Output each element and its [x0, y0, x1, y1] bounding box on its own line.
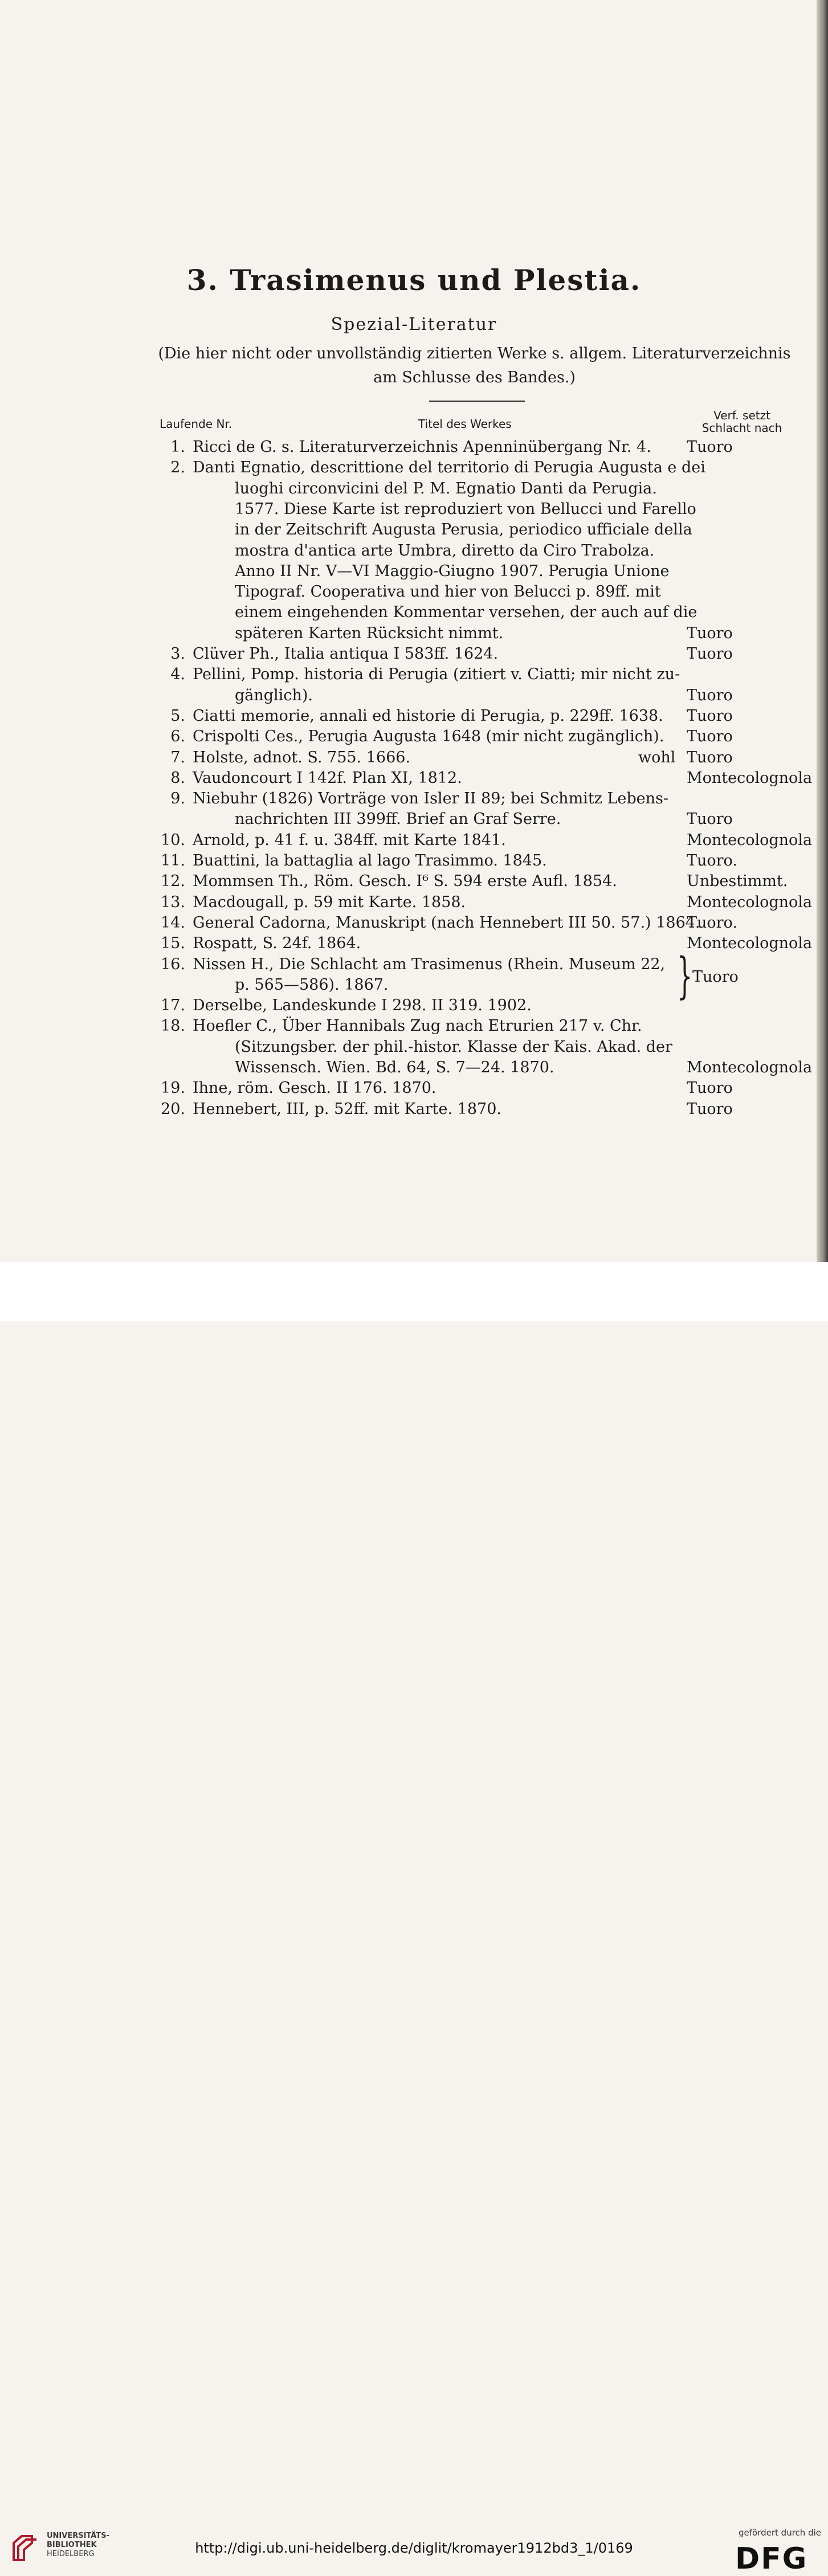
entry-number: 7. — [170, 749, 185, 766]
entry-battle-place: Tuoro — [687, 438, 733, 456]
entry-text-line: Ihne, röm. Gesch. II 176. 1870. — [193, 1079, 437, 1097]
entry-text-line: Derselbe, Landeskunde I 298. II 319. 1902. — [193, 997, 532, 1014]
entry-number: 12. — [161, 872, 185, 890]
entry-text-line: nachrichten III 399ff. Brief an Graf Serre. — [235, 810, 561, 828]
entry-number: 3. — [170, 645, 185, 663]
entry-text-line: Buattini, la battaglia al lago Trasimmo. 1845. — [193, 852, 547, 869]
column-header-number: Laufende Nr. — [160, 417, 233, 431]
dfg-logo: DFG — [735, 2542, 808, 2576]
entry-battle-place: Tuoro — [687, 687, 733, 704]
note-line-2: am Schlusse des Bandes.) — [373, 369, 576, 386]
entry-text-line: mostra d'antica arte Umbra, diretto da Ciro Trabolza. — [235, 542, 655, 560]
entry-text-line: späteren Karten Rücksicht nimmt. — [235, 624, 504, 642]
entry-text-line: Hoefler C., Über Hannibals Zug nach Etrurien 217 v. Chr. — [193, 1017, 642, 1035]
entry-text-line: Macdougall, p. 59 mit Karte. 1858. — [193, 893, 466, 911]
entry-battle-place: Tuoro — [687, 707, 733, 725]
column-header-author-places — [691, 409, 793, 434]
entry-text-line: Crispolti Ces., Perugia Augusta 1648 (mir nicht zugänglich). — [193, 728, 664, 745]
chapter-title: 3. Trasimenus und Plestia. — [186, 263, 642, 297]
entry-number: 16. — [161, 956, 185, 973]
note-line-1: (Die hier nicht oder unvollständig zitierten Werke s. allgem. Literaturverzeichnis — [158, 345, 791, 362]
entry-text-line: Hennebert, III, p. 52ff. mit Karte. 1870. — [193, 1100, 501, 1118]
entry-text-line: einem eingehenden Kommentar versehen, der auch auf die — [235, 603, 698, 621]
entry-text-line: General Cadorna, Manuskript (nach Hennebert III 50. 57.) 1864. — [193, 914, 700, 932]
entry-text-line: in der Zeitschrift Augusta Perusia, periodico ufficiale della — [235, 521, 692, 538]
column-header-title: Titel des Werkes — [418, 417, 512, 431]
entry-battle-place: Montecolognola — [687, 893, 813, 911]
entry-text-line: Ricci de G. s. Literaturverzeichnis Apenninübergang Nr. 4. — [193, 438, 651, 456]
entry-text-line: Pellini, Pomp. historia di Perugia (zitiert v. Ciatti; mir nicht zu- — [193, 666, 680, 683]
entry-number: 15. — [161, 934, 185, 952]
footer-bar — [0, 1262, 828, 2576]
entry-number: 14. — [161, 914, 185, 932]
entry-battle-place: Montecolognola — [687, 934, 813, 952]
entry-text-line: Tipograf. Cooperativa und hier von Belucci p. 89ff. mit — [235, 583, 661, 601]
entry-text-line: Danti Egnatio, descrittione del territorio di Perugia Augusta e dei — [193, 459, 705, 476]
entry-number: 1. — [170, 438, 185, 456]
entry-battle-place: Tuoro. — [687, 914, 737, 932]
entry-battle-place: Tuoro — [687, 749, 733, 766]
column-header-verf-line-2: Schlacht nach — [701, 421, 782, 435]
entry-number: 20. — [161, 1100, 185, 1118]
entry-number: 13. — [161, 893, 185, 911]
curly-brace: } — [677, 948, 693, 1005]
entry-number: 5. — [170, 707, 185, 725]
entry-text-line: Niebuhr (1826) Vorträge von Isler II 89; bei Schmitz Lebens- — [193, 790, 669, 807]
entry-battle-place: Tuoro — [687, 728, 733, 745]
entry-number: 6. — [170, 728, 185, 745]
library-name-line-3: HEIDELBERG — [47, 2550, 95, 2558]
entry-text-line: Holste, adnot. S. 755. 1666. — [193, 749, 411, 766]
section-note — [154, 342, 795, 390]
entry-text-line: Rospatt, S. 24f. 1864. — [193, 934, 361, 952]
source-url-link[interactable]: http://digi.ub.uni-heidelberg.de/diglit/kromayer1912bd3_1/0169 — [195, 2540, 633, 2556]
scan-edge-shadow — [817, 0, 828, 1262]
entry-number: 2. — [170, 459, 185, 476]
entry-number: 11. — [161, 852, 185, 869]
entry-text-line: Arnold, p. 41 f. u. 384ff. mit Karte 1841. — [193, 831, 506, 849]
divider-rule — [429, 401, 525, 402]
entry-number: 19. — [161, 1079, 185, 1097]
entry-number: 17. — [161, 997, 185, 1014]
entry-battle-place: Tuoro. — [687, 852, 737, 869]
entry-text-line: (Sitzungsber. der phil.-histor. Klasse der Kais. Akad. der — [235, 1038, 672, 1056]
entry-text-line: luoghi circonvicini del P. M. Egnatio Danti da Perugia. — [235, 480, 657, 497]
funded-by-label: gefördert durch die — [739, 2528, 821, 2538]
entry-text-line: 1577. Diese Karte ist reproduziert von Bellucci und Farello — [235, 500, 696, 518]
entry-text-line: Mommsen Th., Röm. Gesch. I⁶ S. 594 erste Aufl. 1854. — [193, 872, 617, 890]
book-page — [0, 0, 828, 1262]
entry-text-line: Ciatti memorie, annali ed historie di Perugia, p. 229ff. 1638. — [193, 707, 663, 725]
library-name-line-2: BIBLIOTHEK — [47, 2541, 97, 2549]
library-name-line-1: UNIVERSITÄTS- — [47, 2532, 109, 2540]
section-subtitle: Spezial-Literatur — [331, 315, 497, 334]
entry-text-line: p. 565—586). 1867. — [235, 976, 389, 994]
entry-text-line: Vaudoncourt I 142f. Plan XI, 1812. — [193, 769, 462, 787]
entry-battle-place: Montecolognola — [687, 831, 813, 849]
entry-battle-place: Tuoro — [687, 624, 733, 642]
entry-battle-place: Tuoro — [687, 1100, 733, 1118]
entry-text-line: Clüver Ph., Italia antiqua I 583ff. 1624. — [193, 645, 499, 663]
column-header-verf-line-1: Verf. setzt — [713, 409, 770, 422]
entry-number: 9. — [170, 790, 185, 807]
entry-battle-place: Unbestimmt. — [687, 872, 788, 890]
entry-battle-place: Montecolognola — [687, 1059, 813, 1076]
bracket-place-label: Tuoro — [692, 968, 739, 986]
entry-text-line: Nissen H., Die Schlacht am Trasimenus (Rhein. Museum 22, — [193, 956, 666, 973]
entry-battle-place: Montecolognola — [687, 769, 813, 787]
entry-text-line: Anno II Nr. V—VI Maggio-Giugno 1907. Perugia Unione — [235, 562, 670, 580]
entry-text-line: Wissensch. Wien. Bd. 64, S. 7—24. 1870. — [235, 1059, 554, 1076]
entry-battle-place: Tuoro — [687, 1079, 733, 1097]
entry-number: 10. — [161, 831, 185, 849]
entry-number: 18. — [161, 1017, 185, 1035]
entry-qualifier: wohl — [638, 749, 676, 766]
entry-number: 8. — [170, 769, 185, 787]
entry-battle-place: Tuoro — [687, 645, 733, 663]
entry-text-line: gänglich). — [235, 687, 313, 704]
entry-number: 4. — [170, 666, 185, 683]
entry-battle-place: Tuoro — [687, 810, 733, 828]
